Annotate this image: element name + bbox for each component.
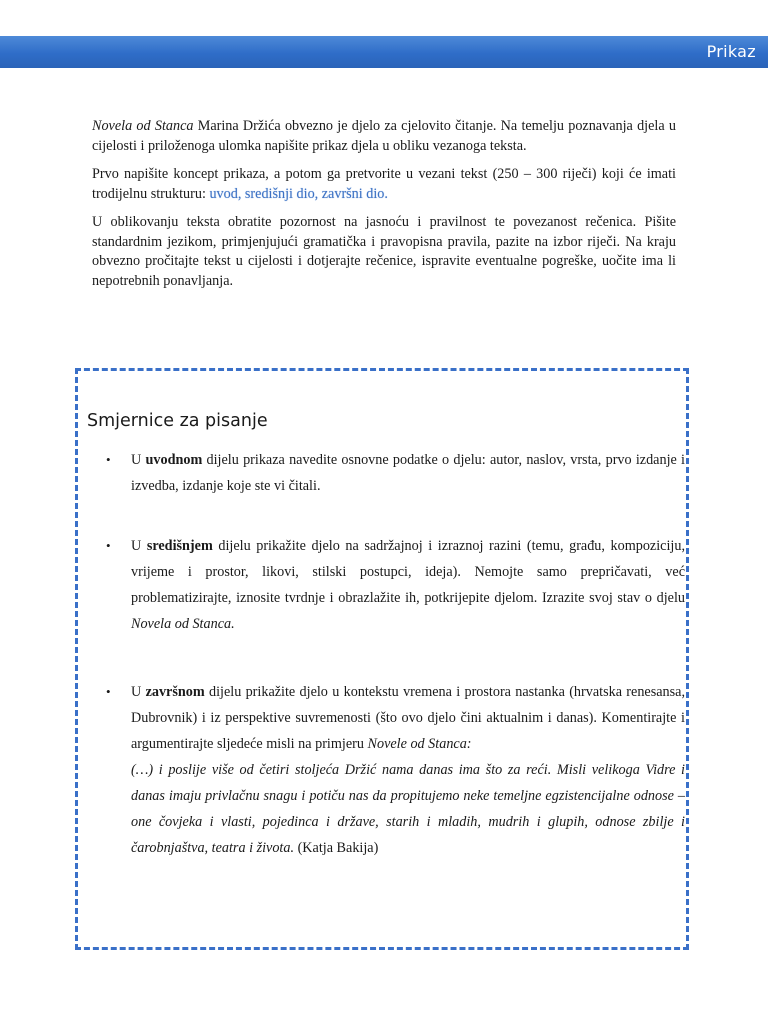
list-item-keyword: završnom [145, 684, 205, 700]
list-item-keyword: uvodnom [145, 452, 203, 468]
list-item-text: dijelu prikažite djelo na sadržajnoj i izraznoj razini (temu, građu, kompoziciju, vrijeme i prostor, likovi, stilski postupci, ideja). Nemojte samo prepričavati, već problematizirajte, iznosite tvrdnje i obrazlažite ih, potkrijepite djelom. Izrazite svoj stav o djelu [131, 538, 685, 606]
guidelines-title: Smjernice za pisanje [87, 411, 268, 431]
work-title-italic: Novele od Stanca: [367, 736, 472, 752]
quote-attribution: (Katja Bakija) [294, 840, 379, 856]
header-title: Prikaz [706, 42, 756, 61]
intro-paragraph-1-text: Marina Držića obvezno je djelo za cjelovito čitanje. Na temelju poznavanja djela u cijelosti i priloženoga ulomka napišite prikaz djela u obliku vezanoga teksta. [92, 118, 676, 154]
list-item-prefix: U [131, 452, 146, 468]
intro-paragraph-3: U oblikovanju teksta obratite pozornost na jasnoću i pravilnost te povezanost rečenica. Pišite standardnim jezikom, primjenjujući gramatička i pravopisna pravila, pazite na izbor riječi. Na kraju obvezno pročitajte tekst u cijelosti i dotjerajte rečenice, ispravite eventualne pogreške, uočite ima li nepotrebnih ponavljanja. [92, 214, 676, 289]
intro-paragraph-1 [92, 117, 676, 156]
work-title: Novela od Stanca [92, 118, 194, 134]
work-title-italic: Novela od Stanca. [131, 616, 235, 632]
list-item-keyword: središnjem [146, 538, 213, 554]
list-item-intro [98, 447, 685, 499]
list-item-middle [98, 533, 685, 637]
list-item-prefix: U [131, 538, 147, 554]
bullet-icon: • [106, 684, 111, 699]
bullet-icon: • [106, 452, 111, 467]
structure-highlight: uvod, središnji dio, završni dio. [209, 185, 388, 202]
list-item-text: dijelu prikažite djelo u kontekstu vremena i prostora nastanka (hrvatska renesansa, Dubrovnik) i iz perspektive suvremenosti (što ovo djelo čini aktualnim i danas). Komentirajte i argumentirajte sljedeće misli na primjeru [131, 684, 685, 752]
guidelines-box [75, 368, 689, 950]
bullet-icon: • [106, 538, 111, 553]
list-item-prefix: U [131, 684, 146, 700]
list-item-text: dijelu prikaza navedite osnovne podatke o djelu: autor, naslov, vrsta, prvo izdanje i izvedba, izdanje koje ste vi čitali. [131, 452, 686, 494]
intro-paragraph-2-text: Prvo napišite koncept prikaza, a potom ga pretvorite u vezani tekst (250 – 300 riječi) koji će imati trodijelnu strukturu: [92, 166, 676, 202]
intro-paragraph-2 [92, 165, 676, 204]
quote-text: (…) i poslije više od četiri stoljeća Držić nama danas ima što za reći. Misli velikoga Vidre i danas imaju privlačnu snagu i potiču nas da propitujemo neke temeljne egzistencijalne odnose – one čovjeka i vlasti, pojedinca i države, starih i mladih, mudrih i glupih, odnose zbilje i čarobnjaštva, teatra i života. [131, 762, 685, 856]
intro-section [92, 117, 676, 300]
header-bar [0, 36, 768, 68]
guidelines-list [98, 447, 685, 861]
list-item-closing [98, 679, 685, 861]
